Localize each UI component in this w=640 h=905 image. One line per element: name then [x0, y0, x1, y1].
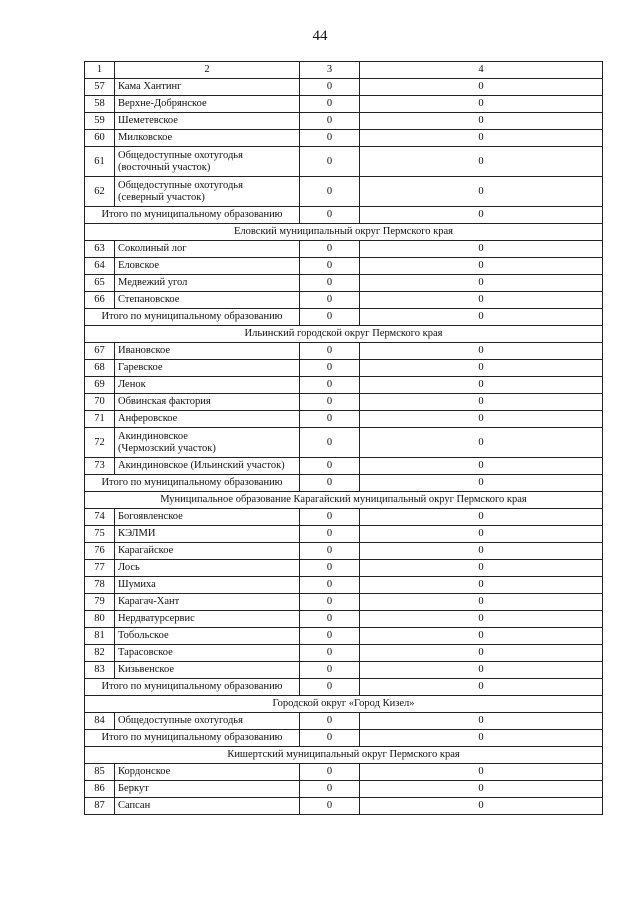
- table-row: [85, 96, 603, 113]
- area-name-cell: [115, 611, 300, 628]
- row-number: 66: [85, 292, 115, 309]
- row-number: 83: [85, 662, 115, 679]
- table-row: [85, 577, 603, 594]
- col4-value: 0: [360, 411, 603, 428]
- row-number: 87: [85, 798, 115, 815]
- row-number: 71: [85, 411, 115, 428]
- col3-value: 0: [300, 764, 360, 781]
- total-row: [85, 475, 603, 492]
- col4-value: 0: [360, 662, 603, 679]
- col4-value: 0: [360, 560, 603, 577]
- area-name-cell: [115, 177, 300, 207]
- area-name: Обвинская фактория: [118, 396, 211, 407]
- row-number: 84: [85, 713, 115, 730]
- section-row: [85, 696, 603, 713]
- table-row: [85, 79, 603, 96]
- table-row: [85, 394, 603, 411]
- col4-value: 0: [360, 526, 603, 543]
- col3-value: 0: [300, 377, 360, 394]
- area-name-subtitle: (Чермозский участок): [118, 442, 216, 454]
- col3-value: 0: [300, 113, 360, 130]
- area-name-cell: [115, 147, 300, 177]
- row-number: 64: [85, 258, 115, 275]
- row-number: 59: [85, 113, 115, 130]
- col3-value: 0: [300, 730, 360, 747]
- area-name: Гаревское: [118, 362, 163, 373]
- col4-value: 0: [360, 79, 603, 96]
- header-row: [85, 62, 603, 79]
- area-name: Ленок: [118, 379, 146, 390]
- header-cell-1: 1: [85, 62, 115, 79]
- table-row: [85, 343, 603, 360]
- col3-value: 0: [300, 577, 360, 594]
- col3-value: 0: [300, 611, 360, 628]
- section-title: Еловский муниципальный округ Пермского края: [85, 224, 603, 241]
- col4-value: 0: [360, 96, 603, 113]
- row-number: 79: [85, 594, 115, 611]
- table-row: [85, 594, 603, 611]
- col4-value: 0: [360, 275, 603, 292]
- area-name: Кизьвенское: [118, 664, 175, 675]
- row-number: 73: [85, 458, 115, 475]
- row-number: 80: [85, 611, 115, 628]
- area-name: Верхне-Добрянское: [118, 98, 207, 109]
- area-name-cell: [115, 411, 300, 428]
- area-name-cell: [115, 241, 300, 258]
- area-name: Степановское: [118, 294, 180, 305]
- row-number: 57: [85, 79, 115, 96]
- section-title: Городской округ «Город Кизел»: [85, 696, 603, 713]
- area-name-cell: [115, 113, 300, 130]
- col3-value: 0: [300, 411, 360, 428]
- table-row: [85, 130, 603, 147]
- col3-value: 0: [300, 343, 360, 360]
- area-name-cell: [115, 360, 300, 377]
- col4-value: 0: [360, 309, 603, 326]
- col4-value: 0: [360, 781, 603, 798]
- area-name: Кама Хантинг: [118, 81, 182, 92]
- col3-value: 0: [300, 309, 360, 326]
- section-row: [85, 326, 603, 343]
- col3-value: 0: [300, 781, 360, 798]
- table-row: [85, 662, 603, 679]
- area-name: Лось: [118, 562, 140, 573]
- table-row: [85, 458, 603, 475]
- total-label: Итого по муниципальному образованию: [85, 309, 300, 326]
- col3-value: 0: [300, 79, 360, 96]
- total-label: Итого по муниципальному образованию: [85, 730, 300, 747]
- table-row: [85, 645, 603, 662]
- col4-value: 0: [360, 475, 603, 492]
- area-name-cell: [115, 96, 300, 113]
- row-number: 77: [85, 560, 115, 577]
- area-name-cell: [115, 577, 300, 594]
- col4-value: 0: [360, 360, 603, 377]
- row-number: 75: [85, 526, 115, 543]
- col4-value: 0: [360, 645, 603, 662]
- area-name-cell: [115, 130, 300, 147]
- col4-value: 0: [360, 377, 603, 394]
- area-name: Медвежий угол: [118, 277, 188, 288]
- col4-value: 0: [360, 147, 603, 177]
- area-name: Беркут: [118, 783, 149, 794]
- area-name: Милковское: [118, 132, 173, 143]
- area-name: Соколиный лог: [118, 243, 187, 254]
- row-number: 58: [85, 96, 115, 113]
- table-row: [85, 275, 603, 292]
- col3-value: 0: [300, 130, 360, 147]
- col3-value: 0: [300, 258, 360, 275]
- col4-value: 0: [360, 394, 603, 411]
- row-number: 86: [85, 781, 115, 798]
- col3-value: 0: [300, 798, 360, 815]
- area-name-cell: [115, 764, 300, 781]
- area-name: Тарасовское: [118, 647, 173, 658]
- section-title: Кишертский муниципальный округ Пермского края: [85, 747, 603, 764]
- total-row: [85, 309, 603, 326]
- area-name-subtitle: (восточный участок): [118, 161, 211, 173]
- col3-value: 0: [300, 394, 360, 411]
- table-row: [85, 764, 603, 781]
- row-number: 70: [85, 394, 115, 411]
- header-cell-4: 4: [360, 62, 603, 79]
- header-cell-2: 2: [115, 62, 300, 79]
- area-name-cell: [115, 526, 300, 543]
- area-name-cell: [115, 458, 300, 475]
- area-name-cell: [115, 377, 300, 394]
- area-name-cell: [115, 560, 300, 577]
- table-row: [85, 713, 603, 730]
- col3-value: 0: [300, 679, 360, 696]
- area-name-cell: [115, 645, 300, 662]
- col4-value: 0: [360, 258, 603, 275]
- col4-value: 0: [360, 177, 603, 207]
- table-row: [85, 526, 603, 543]
- col4-value: 0: [360, 679, 603, 696]
- col3-value: 0: [300, 147, 360, 177]
- col3-value: 0: [300, 428, 360, 458]
- col3-value: 0: [300, 662, 360, 679]
- col4-value: 0: [360, 343, 603, 360]
- section-row: [85, 492, 603, 509]
- area-name-cell: [115, 292, 300, 309]
- col4-value: 0: [360, 207, 603, 224]
- section-title: Ильинский городской округ Пермского края: [85, 326, 603, 343]
- row-number: 60: [85, 130, 115, 147]
- area-name-cell: [115, 79, 300, 96]
- col3-value: 0: [300, 458, 360, 475]
- col4-value: 0: [360, 130, 603, 147]
- col4-value: 0: [360, 113, 603, 130]
- table-row: [85, 628, 603, 645]
- table-row: [85, 147, 603, 177]
- col3-value: 0: [300, 241, 360, 258]
- col4-value: 0: [360, 730, 603, 747]
- col3-value: 0: [300, 177, 360, 207]
- data-table: [84, 61, 603, 815]
- table-row: [85, 611, 603, 628]
- area-name: Акиндиновское: [118, 430, 188, 442]
- row-number: 69: [85, 377, 115, 394]
- row-number: 78: [85, 577, 115, 594]
- col3-value: 0: [300, 96, 360, 113]
- area-name-subtitle: (северный участок): [118, 191, 205, 203]
- col3-value: 0: [300, 526, 360, 543]
- area-name: Общедоступные охотугодья: [118, 715, 243, 726]
- area-name-cell: [115, 275, 300, 292]
- total-row: [85, 207, 603, 224]
- area-name-cell: [115, 713, 300, 730]
- total-row: [85, 730, 603, 747]
- table-row: [85, 360, 603, 377]
- area-name: Карагач-Хант: [118, 596, 180, 607]
- col3-value: 0: [300, 509, 360, 526]
- area-name: Шумиха: [118, 579, 156, 590]
- row-number: 67: [85, 343, 115, 360]
- row-number: 76: [85, 543, 115, 560]
- area-name: Общедоступные охотугодья: [118, 149, 243, 161]
- col4-value: 0: [360, 764, 603, 781]
- col3-value: 0: [300, 560, 360, 577]
- area-name: Богоявленское: [118, 511, 183, 522]
- area-name: Карагайское: [118, 545, 174, 556]
- col3-value: 0: [300, 645, 360, 662]
- area-name: Кордонское: [118, 766, 171, 777]
- area-name-cell: [115, 798, 300, 815]
- table-row: [85, 292, 603, 309]
- area-name-cell: [115, 428, 300, 458]
- table-row: [85, 428, 603, 458]
- area-name-cell: [115, 343, 300, 360]
- col4-value: 0: [360, 509, 603, 526]
- row-number: 74: [85, 509, 115, 526]
- col4-value: 0: [360, 543, 603, 560]
- col4-value: 0: [360, 611, 603, 628]
- row-number: 85: [85, 764, 115, 781]
- col3-value: 0: [300, 360, 360, 377]
- col4-value: 0: [360, 458, 603, 475]
- area-name-cell: [115, 258, 300, 275]
- table-row: [85, 258, 603, 275]
- row-number: 61: [85, 147, 115, 177]
- section-row: [85, 747, 603, 764]
- row-number: 63: [85, 241, 115, 258]
- table-row: [85, 411, 603, 428]
- col3-value: 0: [300, 628, 360, 645]
- area-name: Тобольское: [118, 630, 169, 641]
- area-name: Акиндиновское (Ильинский участок): [118, 460, 285, 471]
- area-name-cell: [115, 543, 300, 560]
- col4-value: 0: [360, 594, 603, 611]
- col3-value: 0: [300, 292, 360, 309]
- area-name-cell: [115, 628, 300, 645]
- row-number: 81: [85, 628, 115, 645]
- col4-value: 0: [360, 241, 603, 258]
- col3-value: 0: [300, 543, 360, 560]
- row-number: 72: [85, 428, 115, 458]
- table-row: [85, 509, 603, 526]
- table-row: [85, 560, 603, 577]
- col3-value: 0: [300, 207, 360, 224]
- area-name: Шеметевское: [118, 115, 178, 126]
- area-name: Еловское: [118, 260, 160, 271]
- col4-value: 0: [360, 292, 603, 309]
- area-name-cell: [115, 662, 300, 679]
- area-name: Анферовское: [118, 413, 178, 424]
- col3-value: 0: [300, 713, 360, 730]
- area-name-cell: [115, 509, 300, 526]
- total-label: Итого по муниципальному образованию: [85, 207, 300, 224]
- table-row: [85, 113, 603, 130]
- area-name: Ивановское: [118, 345, 171, 356]
- col4-value: 0: [360, 628, 603, 645]
- page-number: 44: [312, 28, 328, 44]
- table-row: [85, 543, 603, 560]
- area-name-cell: [115, 781, 300, 798]
- col3-value: 0: [300, 594, 360, 611]
- area-name-cell: [115, 394, 300, 411]
- table-row: [85, 798, 603, 815]
- total-row: [85, 679, 603, 696]
- col3-value: 0: [300, 475, 360, 492]
- table-row: [85, 781, 603, 798]
- row-number: 62: [85, 177, 115, 207]
- row-number: 68: [85, 360, 115, 377]
- total-label: Итого по муниципальному образованию: [85, 475, 300, 492]
- col3-value: 0: [300, 275, 360, 292]
- header-cell-3: 3: [300, 62, 360, 79]
- area-name: Общедоступные охотугодья: [118, 179, 243, 191]
- table-row: [85, 377, 603, 394]
- section-row: [85, 224, 603, 241]
- col4-value: 0: [360, 713, 603, 730]
- col4-value: 0: [360, 428, 603, 458]
- table-row: [85, 241, 603, 258]
- area-name: Сапсан: [118, 800, 151, 811]
- table-row: [85, 177, 603, 207]
- section-title: Муниципальное образование Карагайский муниципальный округ Пермского края: [85, 492, 603, 509]
- row-number: 65: [85, 275, 115, 292]
- col4-value: 0: [360, 798, 603, 815]
- area-name-cell: [115, 594, 300, 611]
- area-name: Нердватурсервис: [118, 613, 195, 624]
- total-label: Итого по муниципальному образованию: [85, 679, 300, 696]
- col4-value: 0: [360, 577, 603, 594]
- row-number: 82: [85, 645, 115, 662]
- area-name: КЭЛМИ: [118, 528, 156, 539]
